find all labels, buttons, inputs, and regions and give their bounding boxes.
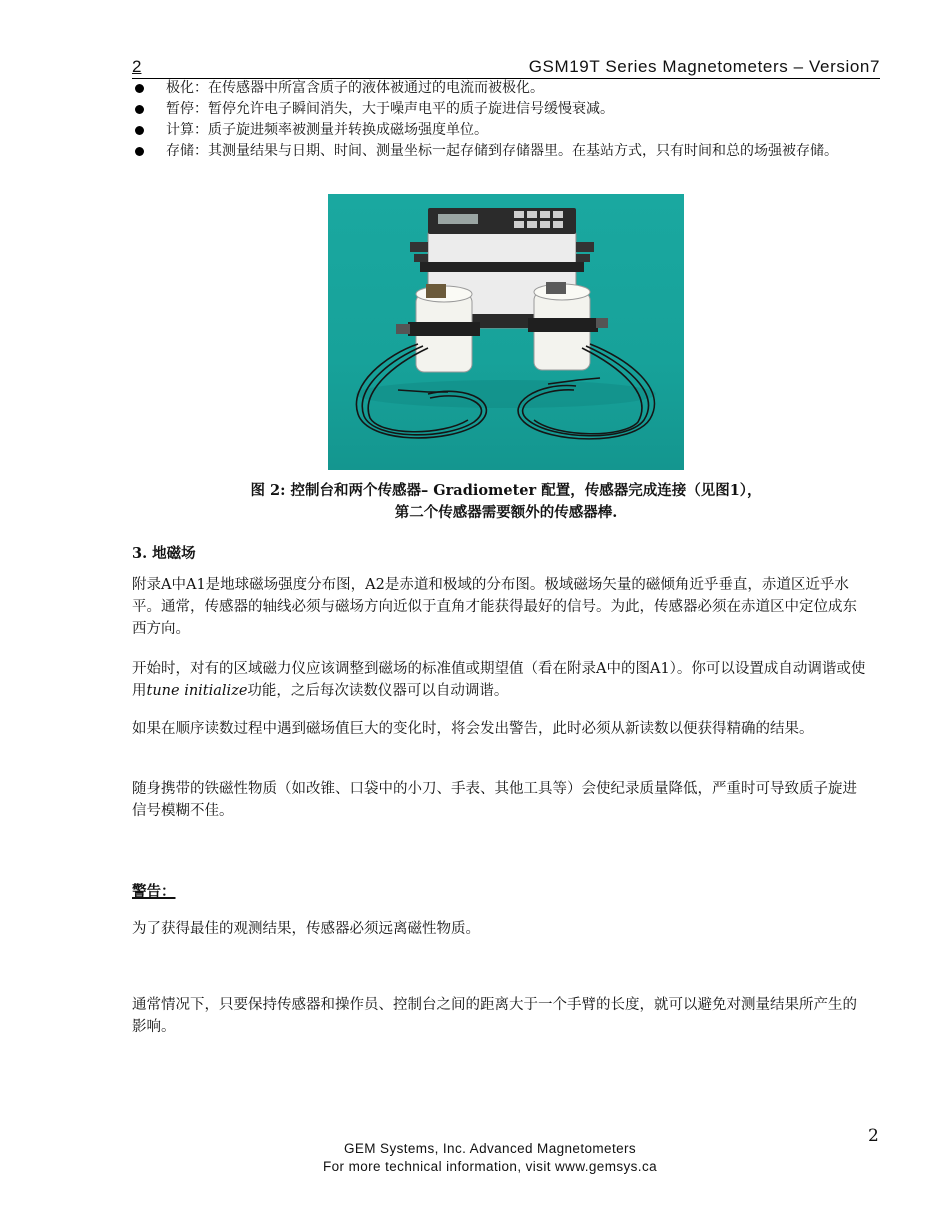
footer-website: For more technical information, visit www.gemsys.ca bbox=[323, 1159, 657, 1174]
page-number: 2 bbox=[868, 1126, 879, 1146]
list-item: 计算：质子旋进频率被测量并转换成磁场强度单位。 bbox=[132, 120, 880, 141]
warning-title: 警告： bbox=[132, 883, 176, 900]
list-item: 存储：其测量结果与日期、时间、测量坐标一起存储到存储器里。在基站方式，只有时间和总的场强被存储。 bbox=[132, 141, 880, 162]
paragraph: 如果在顺序读数过程中遇到磁场值巨大的变化时，将会发出警告，此时必须从新读数以便获得精确的结果。 bbox=[132, 721, 814, 737]
list-item: 暂停：暂停允许电子瞬间消失，大于噪声电平的质子旋进信号缓慢衰减。 bbox=[132, 99, 880, 120]
list-item: 极化：在传感器中所富含质子的液体被通过的电流而被极化。 bbox=[132, 78, 880, 99]
caption-line-1: 图 2: 控制台和两个传感器– Gradiometer 配置，传感器完成连接（见图1）， bbox=[250, 482, 762, 499]
figure-caption bbox=[132, 480, 880, 524]
paragraph: 附录A中A1是地球磁场强度分布图，A2是赤道和极域的分布图。极域磁场矢量的磁倾角近乎垂直，赤道区近乎水平。通常，传感器的轴线必须与磁场方向近似于直角才能获得最好的信号。为此，传感器必须在赤道区中定位成东西方向。 bbox=[132, 577, 857, 637]
header-page-number: 2 bbox=[132, 57, 142, 76]
page-footer bbox=[0, 1140, 950, 1176]
bullet-icon bbox=[135, 84, 144, 93]
paragraph: 随身携带的铁磁性物质（如改锥、口袋中的小刀、手表、其他工具等）会使纪录质量降低，严重时可导致质子旋进信号模糊不佳。 bbox=[132, 781, 857, 819]
bullet-icon bbox=[135, 105, 144, 114]
bullet-icon bbox=[135, 147, 144, 156]
footer-company: GEM Systems, Inc. Advanced Magnetometers bbox=[343, 1141, 637, 1156]
paragraph: 开始时，对有的区域磁力仪应该调整到磁场的标准值或期望值（看在附录A中的图A1）。你可以设置成自动调谐或使用tune initialize功能，之后每次读数仪器可以自动调谐。 bbox=[132, 661, 866, 699]
warning-paragraph: 通常情况下，只要保持传感器和操作员、控制台之间的距离大于一个手臂的长度，就可以避免对测量结果所产生的影响。 bbox=[132, 997, 857, 1035]
magnetometer-photo bbox=[328, 194, 684, 470]
tune-initialize-term: tune initialize bbox=[146, 683, 248, 699]
bullet-icon bbox=[135, 126, 144, 135]
page-header bbox=[132, 56, 880, 79]
bullet-list bbox=[132, 78, 880, 162]
warning-paragraph: 为了获得最佳的观测结果，传感器必须远离磁性物质。 bbox=[132, 921, 480, 937]
caption-line-2: 第二个传感器需要额外的传感器棒. bbox=[394, 504, 618, 521]
header-title: GSM19T Series Magnetometers – Version7 bbox=[528, 57, 880, 76]
section-title: 3. 地磁场 bbox=[132, 545, 196, 562]
